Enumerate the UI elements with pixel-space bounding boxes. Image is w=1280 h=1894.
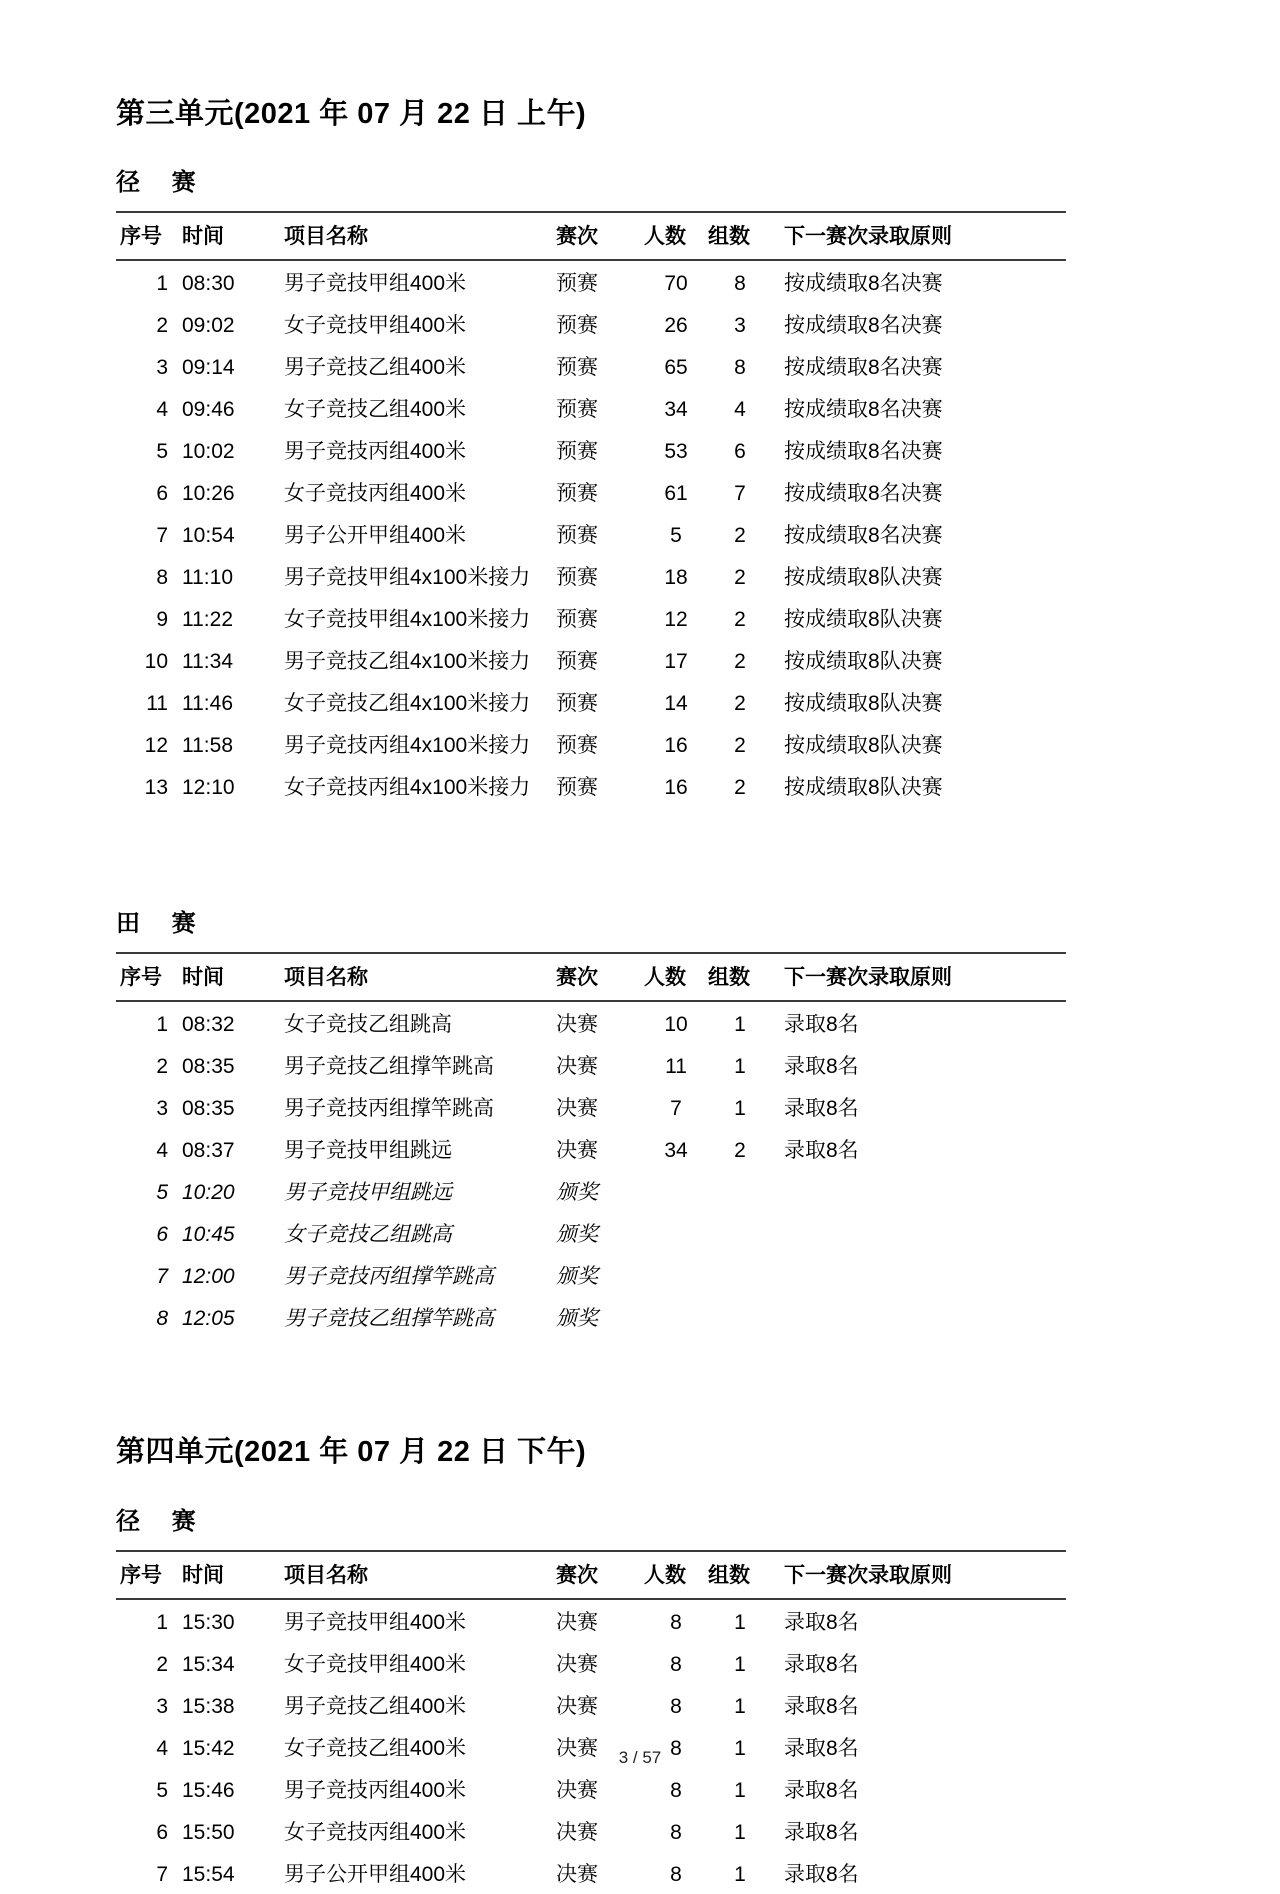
table-row (116, 1852, 1066, 1894)
table-header-row (116, 1551, 1066, 1599)
schedule-table-track-unit3 (116, 211, 1066, 807)
cell-rule: 按成绩取8队决赛 (784, 566, 943, 590)
cell-round: 决赛 (556, 1055, 598, 1079)
cell-no: 4 (156, 398, 168, 422)
cell-no: 7 (156, 1265, 168, 1289)
cell-groups: 1 (734, 1736, 746, 1760)
cell-event: 男子竞技乙组撑竿跳高 (284, 1055, 494, 1079)
cell-event: 男子竞技乙组撑竿跳高 (284, 1307, 494, 1331)
table-row (116, 1684, 1066, 1726)
cell-time: 15:46 (182, 1778, 235, 1802)
cell-rule: 按成绩取8名决赛 (784, 356, 943, 380)
cell-time: 11:10 (182, 566, 233, 590)
cell-event: 女子竞技甲组4x100米接力 (284, 608, 531, 632)
cell-groups: 6 (734, 440, 746, 464)
cell-event: 男子竞技甲组400米 (284, 272, 467, 296)
schedule-table-track-unit4 (116, 1550, 1066, 1894)
cell-groups: 1 (734, 1652, 746, 1676)
cell-rule: 录取8名 (784, 1055, 859, 1079)
cell-round: 颁奖 (556, 1181, 598, 1205)
table-row (116, 429, 1066, 471)
cell-groups: 3 (734, 314, 746, 338)
cell-groups: 2 (734, 566, 746, 590)
cell-event: 女子竞技甲组400米 (284, 314, 467, 338)
section-heading-track-unit3: 径 赛 (116, 169, 197, 197)
cell-groups (708, 1254, 772, 1296)
cell-time: 11:46 (182, 692, 233, 716)
cell-time: 09:02 (182, 314, 235, 338)
table-row (116, 681, 1066, 723)
cell-rule: 录取8名 (784, 1736, 859, 1760)
cell-event: 男子竞技丙组400米 (284, 440, 467, 464)
cell-no: 9 (156, 608, 168, 632)
cell-no: 3 (156, 1097, 168, 1121)
column-header-groups: 组数 (708, 1551, 772, 1599)
cell-rule: 录取8名 (784, 1610, 859, 1634)
table-row (116, 1001, 1066, 1044)
column-header-groups: 组数 (708, 212, 772, 260)
cell-groups: 1 (734, 1694, 746, 1718)
cell-time: 08:32 (182, 1013, 235, 1037)
cell-rule: 按成绩取8队决赛 (784, 692, 943, 716)
cell-groups: 2 (734, 734, 746, 758)
cell-groups (708, 1170, 772, 1212)
cell-rule: 按成绩取8名决赛 (784, 482, 943, 506)
cell-people: 14 (664, 692, 688, 716)
table-row (116, 597, 1066, 639)
section-heading-field-unit3: 田 赛 (116, 910, 197, 938)
cell-event: 女子竞技乙组4x100米接力 (284, 692, 531, 716)
cell-rule: 按成绩取8队决赛 (784, 608, 943, 632)
cell-time: 12:10 (182, 776, 235, 800)
column-header-people: 人数 (644, 953, 708, 1001)
cell-people: 18 (664, 566, 688, 590)
unit-heading-4: 第四单元(2021 年 07 月 22 日 下午) (116, 1436, 587, 1469)
section-heading-track-unit4: 径 赛 (116, 1507, 197, 1535)
table-row (116, 1212, 1066, 1254)
cell-time: 11:34 (182, 650, 233, 674)
cell-rule: 录取8名 (784, 1820, 859, 1844)
table-row (116, 513, 1066, 555)
cell-groups: 4 (734, 398, 746, 422)
cell-no: 2 (156, 1652, 168, 1676)
cell-round: 预赛 (556, 692, 598, 716)
table-row (116, 1768, 1066, 1810)
cell-time: 08:30 (182, 272, 235, 296)
page-footer: 3 / 57 (618, 1748, 662, 1767)
cell-event: 男子公开甲组400米 (284, 524, 467, 548)
cell-people (644, 1170, 708, 1212)
cell-no: 2 (156, 1055, 168, 1079)
cell-no: 3 (156, 1694, 168, 1718)
table-body (116, 260, 1066, 807)
cell-groups: 1 (734, 1013, 746, 1037)
table-body (116, 1001, 1066, 1338)
column-header-round: 赛次 (556, 1551, 644, 1599)
cell-no: 8 (156, 566, 168, 590)
cell-event: 男子竞技甲组400米 (284, 1610, 467, 1634)
cell-round: 预赛 (556, 734, 598, 758)
cell-people: 70 (664, 272, 688, 296)
cell-event: 女子竞技乙组400米 (284, 1736, 467, 1760)
cell-time: 15:38 (182, 1694, 235, 1718)
column-header-rule: 下一赛次录取原则 (772, 212, 1066, 260)
cell-rule: 按成绩取8名决赛 (784, 314, 943, 338)
cell-rule: 录取8名 (784, 1139, 859, 1163)
cell-round: 决赛 (556, 1736, 598, 1760)
cell-round: 决赛 (556, 1139, 598, 1163)
cell-round: 预赛 (556, 314, 598, 338)
cell-event: 女子竞技丙组400米 (284, 1820, 467, 1844)
cell-round: 决赛 (556, 1652, 598, 1676)
cell-rule: 按成绩取8名决赛 (784, 398, 943, 422)
cell-round: 决赛 (556, 1820, 598, 1844)
cell-people: 61 (664, 482, 688, 506)
cell-time: 11:22 (182, 608, 233, 632)
cell-groups: 7 (734, 482, 746, 506)
column-header-round: 赛次 (556, 953, 644, 1001)
cell-time: 10:54 (182, 524, 235, 548)
cell-event: 女子竞技甲组400米 (284, 1652, 467, 1676)
cell-groups: 2 (734, 650, 746, 674)
cell-people: 8 (670, 1736, 682, 1760)
cell-round: 预赛 (556, 524, 598, 548)
column-header-people: 人数 (644, 1551, 708, 1599)
cell-people: 5 (670, 524, 682, 548)
cell-people: 11 (665, 1055, 687, 1079)
cell-round: 预赛 (556, 650, 598, 674)
cell-no: 7 (156, 1862, 168, 1886)
cell-groups (708, 1212, 772, 1254)
cell-people: 10 (664, 1013, 688, 1037)
cell-rule: 按成绩取8名决赛 (784, 440, 943, 464)
cell-time: 09:14 (182, 356, 235, 380)
cell-round: 决赛 (556, 1097, 598, 1121)
cell-rule: 录取8名 (784, 1097, 859, 1121)
table-body (116, 1599, 1066, 1894)
table-row (116, 555, 1066, 597)
table-row (116, 765, 1066, 807)
column-header-rule: 下一赛次录取原则 (772, 953, 1066, 1001)
cell-round: 颁奖 (556, 1307, 598, 1331)
cell-people: 34 (664, 1139, 688, 1163)
table-head (116, 1551, 1066, 1599)
spacer (116, 1338, 1164, 1434)
cell-rule: 录取8名 (784, 1778, 859, 1802)
column-header-event: 项目名称 (270, 953, 556, 1001)
table-head (116, 953, 1066, 1001)
cell-round: 颁奖 (556, 1265, 598, 1289)
column-header-groups: 组数 (708, 953, 772, 1001)
cell-round: 预赛 (556, 566, 598, 590)
cell-no: 13 (144, 776, 168, 800)
table-row (116, 1086, 1066, 1128)
cell-event: 女子竞技丙组4x100米接力 (284, 776, 531, 800)
table-row (116, 1599, 1066, 1642)
cell-no: 5 (156, 1778, 168, 1802)
cell-time: 10:26 (182, 482, 235, 506)
cell-round: 预赛 (556, 356, 598, 380)
cell-no: 6 (156, 1223, 168, 1247)
cell-no: 3 (156, 356, 168, 380)
cell-people: 8 (670, 1778, 682, 1802)
cell-rule (772, 1296, 1066, 1338)
cell-time: 08:35 (182, 1097, 235, 1121)
cell-people: 12 (664, 608, 688, 632)
cell-people: 26 (664, 314, 688, 338)
column-header-people: 人数 (644, 212, 708, 260)
cell-rule (772, 1254, 1066, 1296)
cell-people: 8 (670, 1862, 682, 1886)
cell-round: 决赛 (556, 1694, 598, 1718)
cell-rule: 录取8名 (784, 1862, 859, 1886)
cell-event: 男子竞技甲组跳远 (284, 1181, 452, 1205)
cell-time: 15:42 (182, 1736, 235, 1760)
cell-groups: 1 (734, 1820, 746, 1844)
cell-groups: 2 (734, 692, 746, 716)
cell-event: 男子竞技乙组4x100米接力 (284, 650, 531, 674)
cell-event: 女子竞技丙组400米 (284, 482, 467, 506)
table-head (116, 212, 1066, 260)
cell-round: 预赛 (556, 776, 598, 800)
cell-groups (708, 1296, 772, 1338)
cell-round: 颁奖 (556, 1223, 598, 1247)
table-row (116, 303, 1066, 345)
cell-rule: 录取8名 (784, 1652, 859, 1676)
cell-people (644, 1296, 708, 1338)
column-header-time: 时间 (182, 212, 270, 260)
column-header-no: 序号 (116, 212, 182, 260)
cell-groups: 1 (734, 1778, 746, 1802)
cell-time: 15:50 (182, 1820, 235, 1844)
cell-event: 男子竞技丙组撑竿跳高 (284, 1097, 494, 1121)
unit-heading-3: 第三单元(2021 年 07 月 22 日 上午) (116, 98, 587, 130)
cell-rule: 录取8名 (784, 1694, 859, 1718)
cell-no: 4 (156, 1736, 168, 1760)
cell-time: 10:20 (182, 1181, 235, 1205)
cell-groups: 2 (734, 524, 746, 548)
cell-groups: 2 (734, 1139, 746, 1163)
cell-people: 53 (664, 440, 688, 464)
cell-rule (772, 1170, 1066, 1212)
column-header-time: 时间 (182, 1551, 270, 1599)
cell-people: 34 (664, 398, 688, 422)
cell-time: 10:45 (182, 1223, 235, 1247)
cell-no: 6 (156, 482, 168, 506)
cell-time: 12:05 (182, 1307, 235, 1331)
cell-rule: 按成绩取8队决赛 (784, 734, 943, 758)
table-row (116, 639, 1066, 681)
cell-event: 男子竞技甲组跳远 (284, 1139, 452, 1163)
cell-round: 预赛 (556, 608, 598, 632)
cell-time: 15:54 (182, 1862, 235, 1886)
cell-round: 决赛 (556, 1013, 598, 1037)
cell-no: 10 (144, 650, 168, 674)
cell-event: 女子竞技乙组跳高 (284, 1223, 452, 1247)
spacer (116, 807, 1164, 903)
table-row (116, 260, 1066, 303)
cell-rule: 按成绩取8名决赛 (784, 272, 943, 296)
table-row (116, 471, 1066, 513)
cell-round: 预赛 (556, 440, 598, 464)
cell-no: 1 (156, 272, 168, 296)
column-header-event: 项目名称 (270, 212, 556, 260)
cell-no: 8 (156, 1307, 168, 1331)
cell-time: 09:46 (182, 398, 235, 422)
table-row (116, 1810, 1066, 1852)
table-row (116, 1296, 1066, 1338)
cell-round: 决赛 (556, 1778, 598, 1802)
cell-time: 10:02 (182, 440, 235, 464)
cell-groups: 8 (734, 356, 746, 380)
cell-people: 16 (664, 776, 688, 800)
table-header-row (116, 953, 1066, 1001)
cell-no: 12 (144, 734, 168, 758)
cell-people: 8 (670, 1610, 682, 1634)
cell-no: 1 (156, 1610, 168, 1634)
cell-event: 女子竞技乙组400米 (284, 398, 467, 422)
cell-time: 15:30 (182, 1610, 235, 1634)
cell-no: 5 (156, 1181, 168, 1205)
table-row (116, 1044, 1066, 1086)
column-header-round: 赛次 (556, 212, 644, 260)
cell-no: 2 (156, 314, 168, 338)
cell-groups: 8 (734, 272, 746, 296)
cell-event: 男子竞技丙组4x100米接力 (284, 734, 531, 758)
cell-groups: 2 (734, 608, 746, 632)
cell-groups: 1 (734, 1862, 746, 1886)
cell-groups: 2 (734, 776, 746, 800)
table-row (116, 1170, 1066, 1212)
cell-round: 预赛 (556, 398, 598, 422)
cell-round: 决赛 (556, 1610, 598, 1634)
cell-groups: 1 (734, 1055, 746, 1079)
table-row (116, 1254, 1066, 1296)
cell-people: 17 (664, 650, 688, 674)
cell-round: 预赛 (556, 482, 598, 506)
table-header-row (116, 212, 1066, 260)
cell-event: 男子竞技乙组400米 (284, 356, 467, 380)
cell-no: 11 (146, 692, 168, 716)
cell-groups: 1 (734, 1610, 746, 1634)
table-row (116, 345, 1066, 387)
cell-time: 12:00 (182, 1265, 235, 1289)
cell-people: 65 (664, 356, 688, 380)
cell-rule: 按成绩取8队决赛 (784, 776, 943, 800)
cell-round: 预赛 (556, 272, 598, 296)
cell-people: 8 (670, 1652, 682, 1676)
cell-event: 女子竞技乙组跳高 (284, 1013, 452, 1037)
cell-event: 男子竞技乙组400米 (284, 1694, 467, 1718)
cell-no: 4 (156, 1139, 168, 1163)
table-row (116, 387, 1066, 429)
cell-event: 男子竞技甲组4x100米接力 (284, 566, 531, 590)
table-row (116, 1128, 1066, 1170)
cell-groups: 1 (734, 1097, 746, 1121)
cell-no: 7 (156, 524, 168, 548)
column-header-time: 时间 (182, 953, 270, 1001)
cell-rule: 按成绩取8队决赛 (784, 650, 943, 674)
cell-event: 男子公开甲组400米 (284, 1862, 467, 1886)
cell-time: 15:34 (182, 1652, 235, 1676)
table-row (116, 1642, 1066, 1684)
cell-people (644, 1254, 708, 1296)
cell-rule: 按成绩取8名决赛 (784, 524, 943, 548)
cell-time: 08:37 (182, 1139, 235, 1163)
schedule-table-field-unit3 (116, 952, 1066, 1338)
cell-rule (772, 1212, 1066, 1254)
cell-people (644, 1212, 708, 1254)
column-header-no: 序号 (116, 953, 182, 1001)
cell-no: 6 (156, 1820, 168, 1844)
column-header-rule: 下一赛次录取原则 (772, 1551, 1066, 1599)
cell-people: 8 (670, 1694, 682, 1718)
column-header-no: 序号 (116, 1551, 182, 1599)
cell-time: 11:58 (182, 734, 233, 758)
cell-event: 男子竞技丙组400米 (284, 1778, 467, 1802)
cell-people: 8 (670, 1820, 682, 1844)
cell-time: 08:35 (182, 1055, 235, 1079)
cell-event: 男子竞技丙组撑竿跳高 (284, 1265, 494, 1289)
table-row (116, 723, 1066, 765)
cell-no: 1 (156, 1013, 168, 1037)
cell-rule: 录取8名 (784, 1013, 859, 1037)
cell-round: 决赛 (556, 1862, 598, 1886)
column-header-event: 项目名称 (270, 1551, 556, 1599)
cell-people: 7 (670, 1097, 682, 1121)
cell-no: 5 (156, 440, 168, 464)
cell-people: 16 (664, 734, 688, 758)
